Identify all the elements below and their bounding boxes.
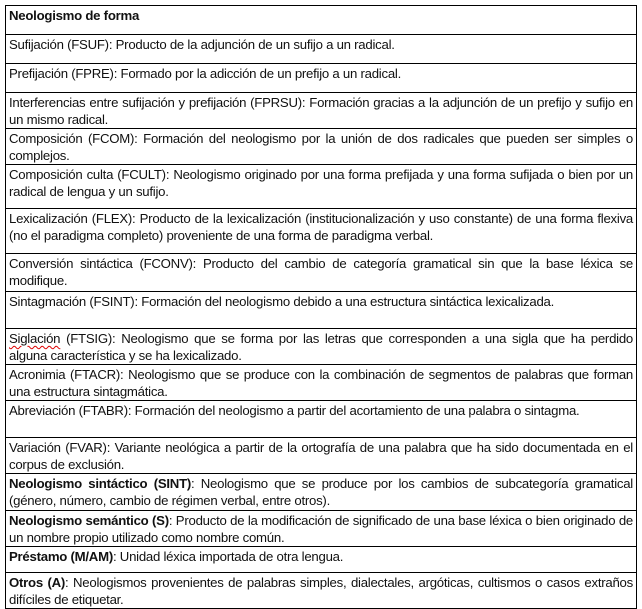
table-cell <box>6 438 637 474</box>
table-cell <box>6 254 637 292</box>
table-cell <box>6 129 637 165</box>
term-label: Neologismo semántico (S) <box>9 513 169 528</box>
table-cell <box>6 329 637 365</box>
table-row <box>6 329 637 365</box>
term-label: Composición culta (FCULT) <box>9 167 166 182</box>
table-row <box>6 209 637 254</box>
term-definition: : Unidad léxica importada de otra lengua. <box>112 549 344 564</box>
term-label: Sintagmación (FSINT) <box>9 294 135 309</box>
term-definition: : Variante neológica a partir de la ortografía de una palabra que ha sido documentada en el corpus de exclusión. <box>9 440 633 472</box>
table-title: Neologismo de forma <box>6 6 637 35</box>
term-code: (FTSIG) <box>60 331 112 346</box>
table-cell <box>6 547 637 573</box>
table-cell <box>6 365 637 401</box>
neologism-table <box>5 5 637 609</box>
table-row <box>6 64 637 93</box>
table-cell <box>6 401 637 438</box>
term-label: Prefijación (FPRE) <box>9 66 114 81</box>
table-cell <box>6 165 637 209</box>
term-label: Composición (FCOM) <box>9 131 135 146</box>
table-row <box>6 511 637 547</box>
table-row <box>6 438 637 474</box>
term-definition: : Neologismos provenientes de palabras simples, dialectales, argóticas, cultismos o casos extraños difíciles de etiquetar. <box>9 575 633 607</box>
term-label: Interferencias entre sufijación y prefijación (FPRSU) <box>9 95 302 110</box>
table-cell <box>6 64 637 93</box>
table-header-row <box>6 6 637 35</box>
term-definition: : Formación del neologismo por la unión de dos radicales que pueden ser simples o complejos. <box>9 131 633 163</box>
table-row <box>6 93 637 129</box>
term-label: Acronimia (FTACR) <box>9 367 121 382</box>
table-row <box>6 365 637 401</box>
term-label: Neologismo sintáctico (SINT) <box>9 476 192 491</box>
table-row <box>6 254 637 292</box>
table-cell <box>6 292 637 329</box>
term-definition: : Producto de la adjunción de un sufijo a un radical. <box>108 37 395 52</box>
term-label: Abreviación (FTABR) <box>9 403 128 418</box>
table-cell <box>6 209 637 254</box>
term-definition: : Producto de la lexicalización (institucionalización y uso constante) de una forma flexiva (no el paradigma completo) proveniente de una forma de paradigma verbal. <box>9 211 633 243</box>
term-label: Otros (A) <box>9 575 66 590</box>
term-definition: : Producto del cambio de categoría gramatical sin que la base léxica se modifique. <box>9 256 633 288</box>
term-definition: : Producto de la modificación de significado de una base léxica o bien originado de un nombre propio utilizado como nombre común. <box>9 513 633 545</box>
table-row <box>6 292 637 329</box>
term-definition: : Neologismo originado por una forma prefijada y una forma sufijada o bien por un radical de lengua y un sufijo. <box>9 167 633 199</box>
table-row <box>6 165 637 209</box>
table-cell <box>6 511 637 547</box>
term-label: Sufijación (FSUF) <box>9 37 109 52</box>
term-label: Conversión sintáctica (FCONV) <box>9 256 193 271</box>
table-row <box>6 573 637 609</box>
table-row <box>6 129 637 165</box>
table-cell <box>6 474 637 511</box>
term-label: Préstamo (M/AM) <box>9 549 113 564</box>
table-row <box>6 474 637 511</box>
term-definition: : Formación del neologismo a partir del acortamiento de una palabra o sintagma. <box>127 403 580 418</box>
table-row <box>6 35 637 64</box>
table-cell <box>6 35 637 64</box>
table-cell <box>6 93 637 129</box>
table-cell <box>6 573 637 609</box>
term-label: Variación (FVAR) <box>9 440 107 455</box>
term-definition: : Formación del neologismo debido a una estructura sintáctica lexicalizada. <box>134 294 555 309</box>
term-definition: : Formación gracias a la adjunción de un prefijo y sufijo en un mismo radical. <box>9 95 634 127</box>
term-definition: : Formado por la adicción de un prefijo a un radical. <box>113 66 402 81</box>
table-row <box>6 547 637 573</box>
term-label: Siglación <box>9 331 61 346</box>
term-definition: : Neologismo que se produce con la combinación de segmentos de palabras que forman una estructura sintagmática. <box>9 367 633 399</box>
term-label: Lexicalización (FLEX) <box>9 211 133 226</box>
term-definition: : Neologismo que se forma por las letras que corresponden a una sigla que ha perdido alguna característica y se ha lexicalizado. <box>9 331 633 363</box>
table-row <box>6 401 637 438</box>
term-definition: : Neologismo que se produce por los cambios de subcategoría gramatical (género, número, cambio de régimen verbal, entre otros). <box>9 476 633 508</box>
